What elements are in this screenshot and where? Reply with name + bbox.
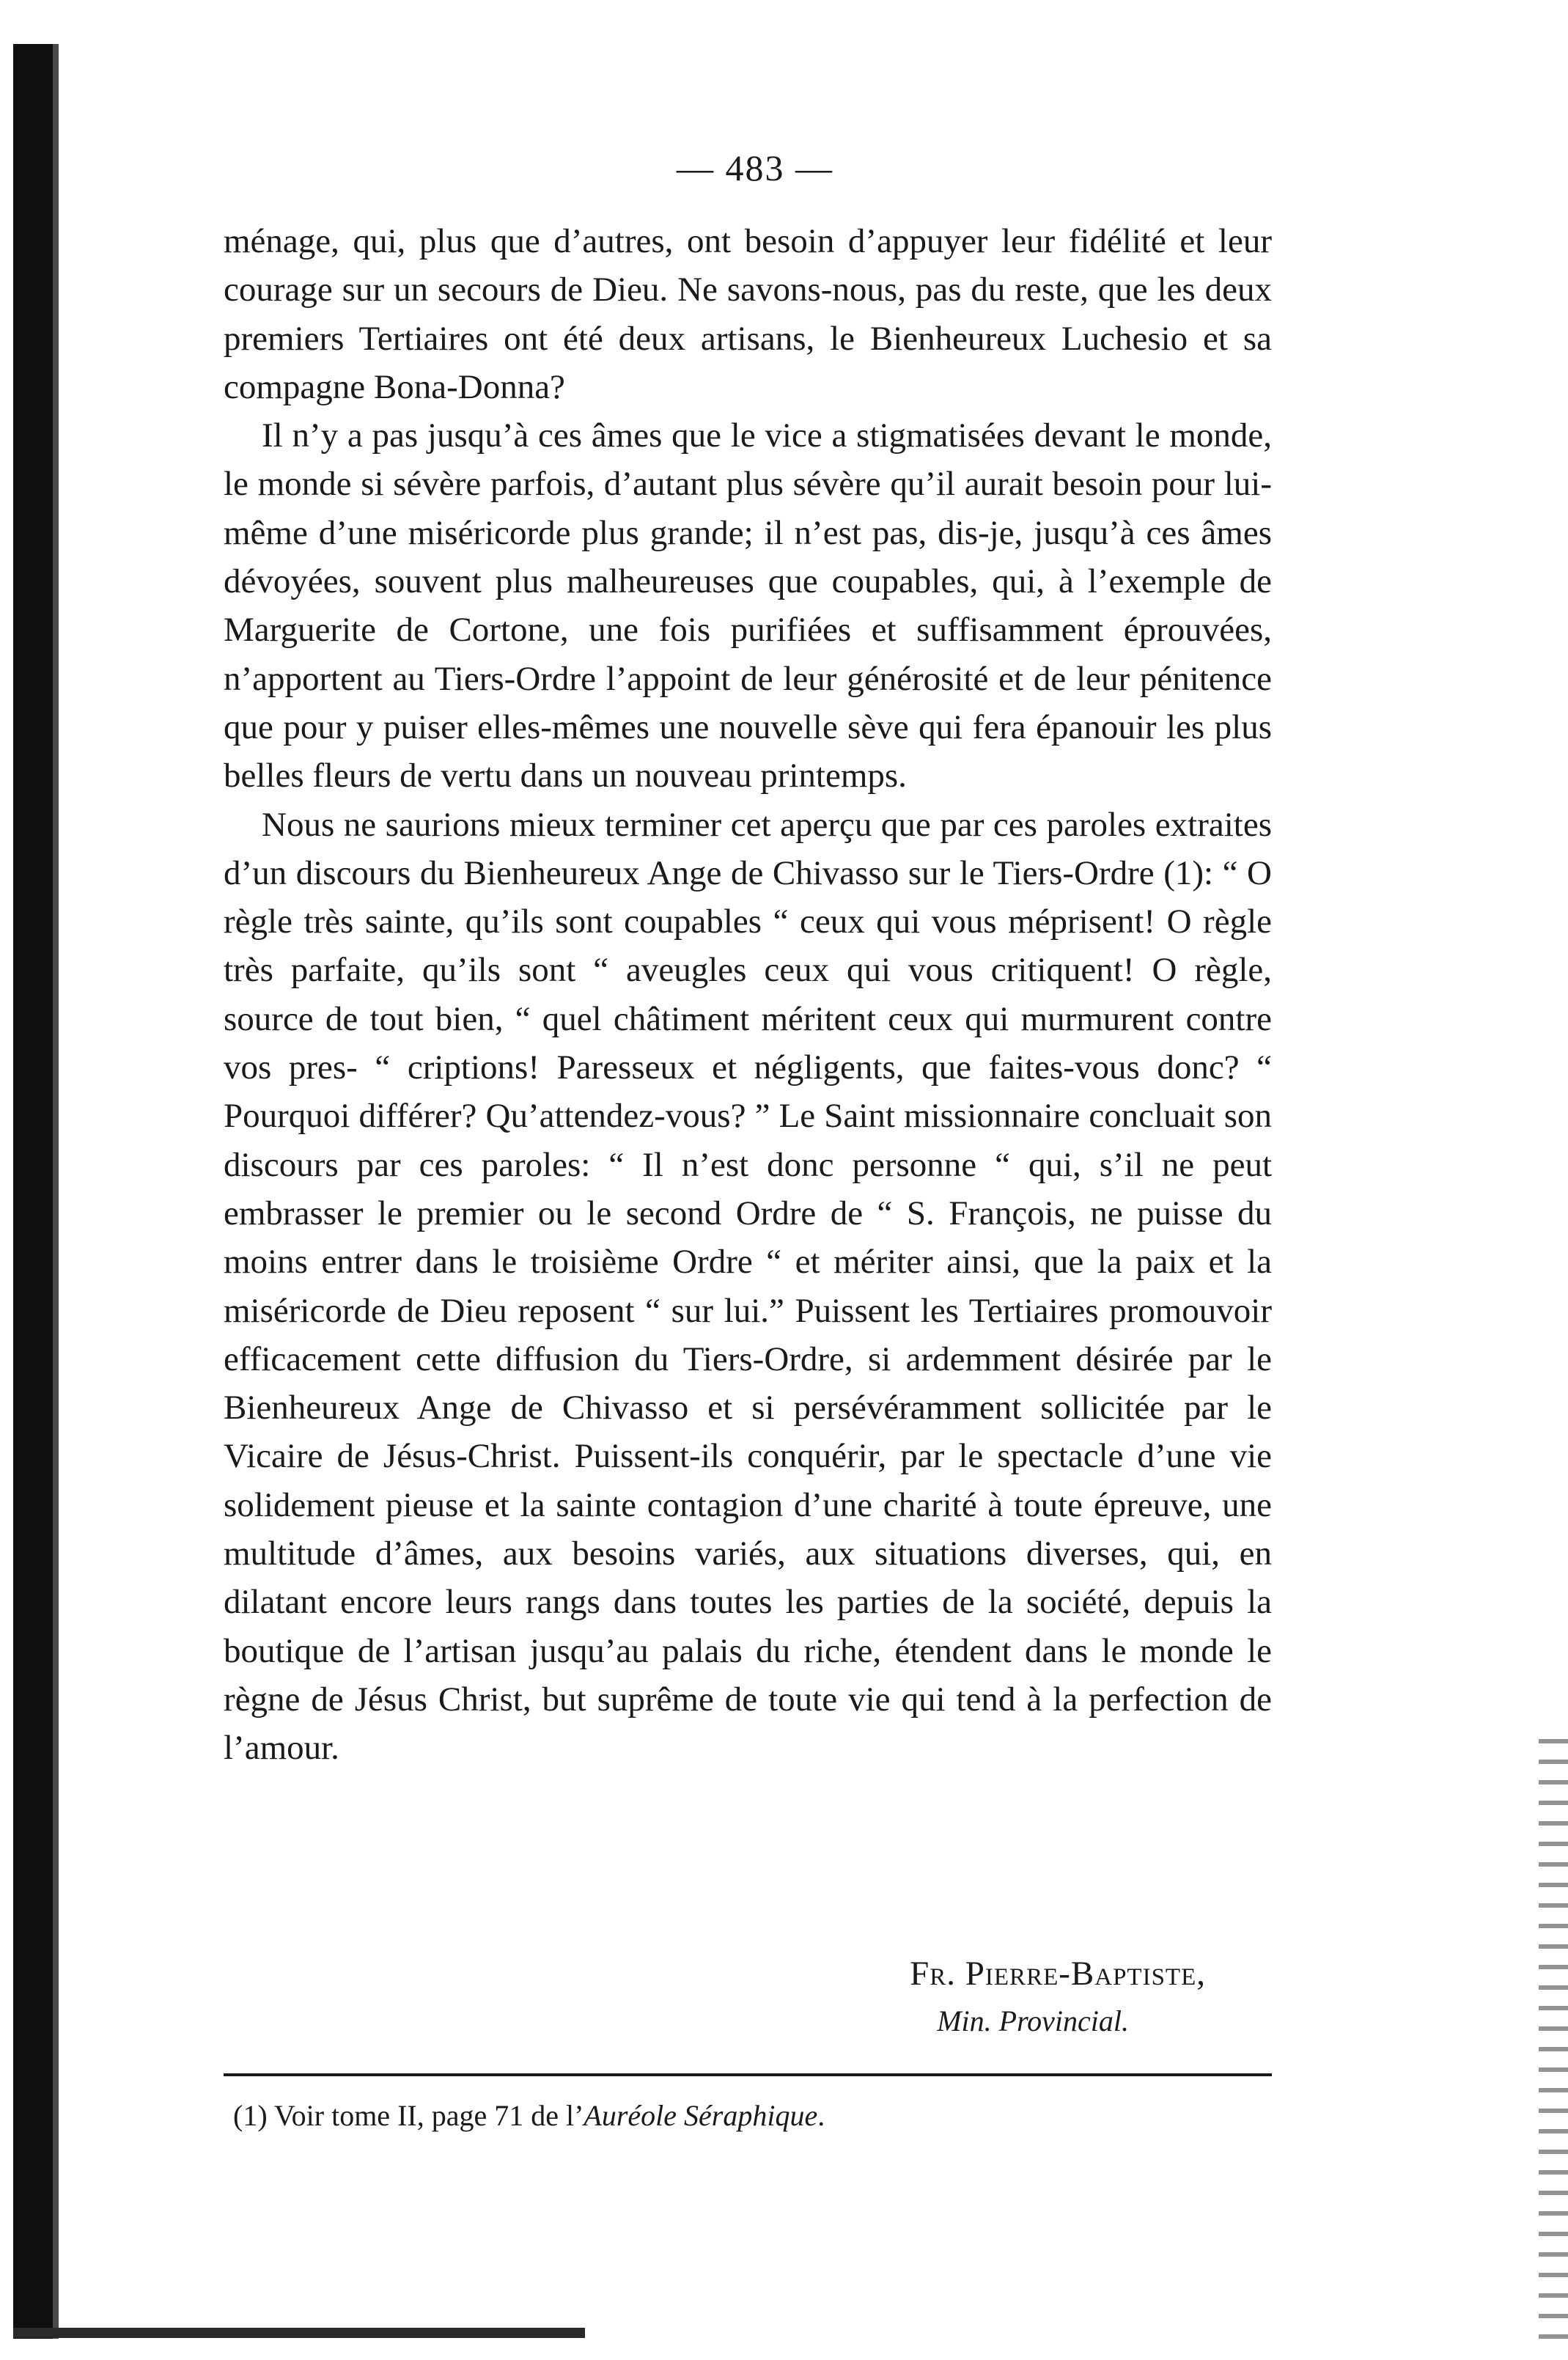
footnote-rule (224, 2073, 1272, 2076)
footnote-prefix: (1) Voir tome II, page 71 de l’ (233, 2099, 584, 2132)
paragraph-2: Il n’y a pas jusqu’à ces âmes que le vice a stigmatisées devant le monde, le monde si sévère parfois, d’autant plus sévère qu’il aurait besoin pour lui-même d’une miséricorde plus grande; il n’est pas, dis-je, jusqu’à ces âmes dévoyées, souvent plus malheureuses que coupables, qui, à l’exemple de Marguerite de Cortone, une fois purifiées et suffisamment éprouvées, n’apportent au Tiers-Ordre l’appoint de leur générosité et de leur pénitence que pour y puiser elles-mêmes une nouvelle sève qui fera épanouir les plus belles fleurs de vertu dans un nouveau printemps. (224, 416, 1272, 795)
page-bottom-shadow (13, 2328, 585, 2338)
page-number: — 483 — (677, 147, 833, 188)
footnote-suffix: . (817, 2099, 825, 2132)
right-margin-speckles (1539, 1723, 1568, 2353)
binding-edge (13, 44, 53, 2339)
body-text (224, 217, 1272, 1773)
signature-name: Fr. Pierre-Baptiste, (910, 1955, 1206, 1993)
footnote (233, 2098, 1259, 2133)
paragraph-3: Nous ne saurions mieux terminer cet aperçu que par ces paroles extraites d’un discours du Bienheureux Ange de Chivasso sur le Tiers-Ordre (1): “ O règle très sainte, qu’ils sont coupables “ ceux qui vous méprisent! O règle très parfaite, qu’ils sont “ aveugles ceux qui vous critiquent! O règle, source de tout bien, “ quel châtiment méritent ceux qui murmurent contre vos pres- “ criptions! Paresseux et négligents, que faites-vous donc? “ Pourquoi différer? Qu’attendez-vous? ” Le Saint missionnaire concluait son discours par ces paroles: “ Il n’est donc personne “ qui, s’il ne peut embrasser le premier ou le second Ordre de “ S. François, ne puisse du moins entrer dans le troisième Ordre “ et mériter ainsi, que la paix et la miséricorde de Dieu reposent “ sur lui.” Puissent les Tertiaires promouvoir efficacement cette diffusion du Tiers-Ordre, si ardemment désirée par le Bienheureux Ange de Chivasso et si persévéramment sollicitée par le Vicaire de Jésus-Christ. Puissent-ils conquérir, par le spectacle d’une vie solidement pieuse et la sainte contagion d’une charité à toute épreuve, une multitude d’âmes, aux besoins variés, aux situations diverses, qui, en dilatant encore leurs rangs dans toutes les parties de la société, depuis la boutique de l’artisan jusqu’au palais du riche, étendent dans le monde le règne de Jésus Christ, but suprême de toute vie qui tend à la perfection de l’amour. (224, 805, 1272, 1768)
signature-role: Min. Provincial. (937, 2004, 1129, 2037)
binding-edge-inner (53, 44, 59, 2339)
paragraph-1: ménage, qui, plus que d’autres, ont besoin d’appuyer leur fidélité et leur courage sur un secours de Dieu. Ne savons-nous, pas du reste, que les deux premiers Tertiaires ont été deux artisans, le Bienheureux Luchesio et sa compagne Bona-Donna? (224, 222, 1272, 406)
footnote-title: Auréole Séraphique (584, 2099, 818, 2132)
